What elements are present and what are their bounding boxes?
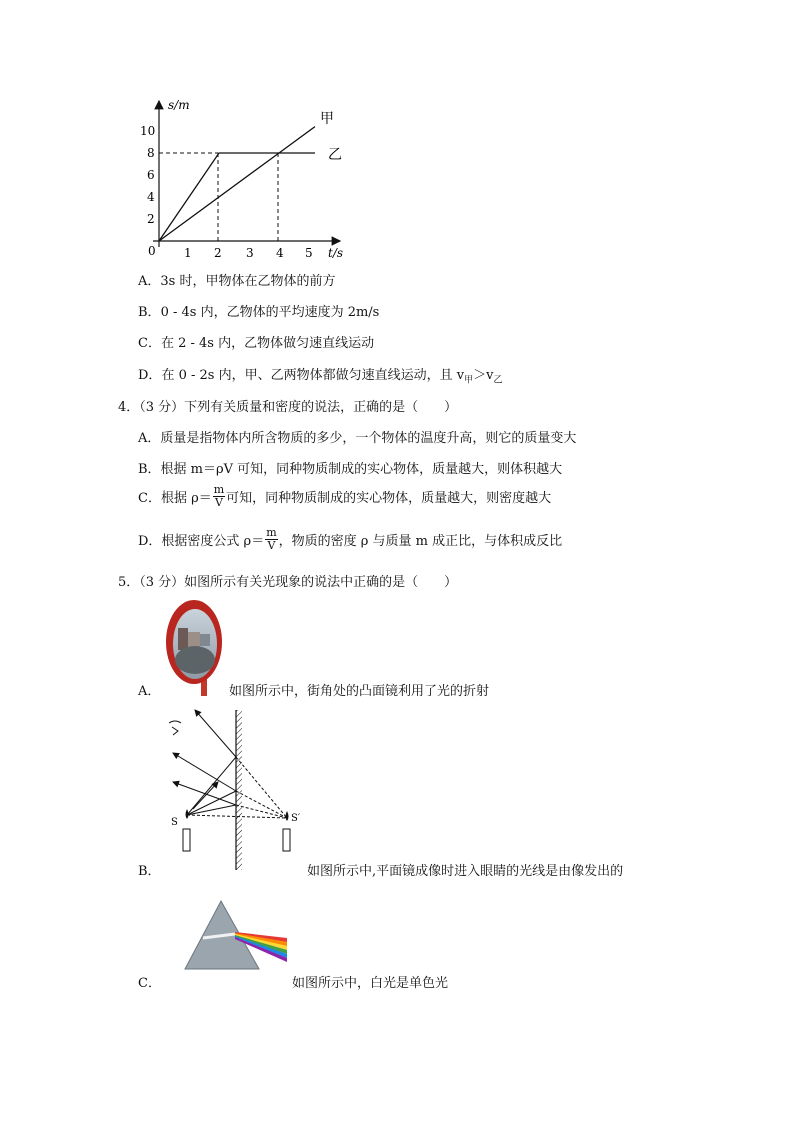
q4-option-d-fraction (265, 527, 277, 552)
q4-option-d-post: ，物质的密度 ρ 与质量 m 成正比，与体积成反比 (278, 534, 563, 549)
prism-dispersion-image (183, 898, 289, 972)
q3-option-c-letter: C． (138, 336, 161, 351)
eye-icon (169, 721, 181, 735)
q4-option-b[interactable]: B．根据 m＝ρV 可知，同种物质制成的实心物体，质量越大，则体积越大 (138, 462, 563, 477)
q3-option-a-letter: A． (138, 274, 161, 289)
series-label-yi: 乙 (328, 147, 342, 163)
q4-option-c-fraction (213, 484, 225, 509)
fraction-denominator: V (267, 539, 276, 552)
label-s: S (171, 817, 178, 828)
q3-option-d-sub-jia: 甲 (464, 375, 474, 386)
q5-option-a-letter[interactable]: A． (138, 684, 161, 699)
q4-option-c-pre: C．根据 ρ＝ (138, 491, 212, 506)
y-ticks (140, 124, 155, 226)
x-tick-4: 4 (276, 246, 284, 260)
q4-option-d[interactable] (138, 527, 562, 552)
y-tick-10: 10 (140, 124, 156, 138)
series-line-jia (159, 127, 315, 241)
q3-option-b[interactable] (138, 301, 379, 320)
plane-mirror (236, 710, 242, 870)
q3-option-c-text: 在 2 - 4s 内，乙物体做匀速直线运动 (160, 336, 375, 351)
fraction-numerator: m (266, 526, 277, 539)
x-tick-3: 3 (246, 246, 254, 260)
q5-stem: 5．（3 分）如图所示有关光现象的说法中正确的是（ ） (118, 575, 458, 590)
q3-option-a[interactable] (138, 270, 335, 289)
x-tick-2: 2 (214, 246, 222, 260)
x-axis-label: t/s (328, 246, 344, 260)
q4-option-d-pre: D．根据密度公式 ρ＝ (138, 534, 265, 549)
y-tick-8: 8 (147, 146, 155, 160)
q4-option-c-post: 可知，同种物质制成的实心物体，质量越大，则密度越大 (226, 491, 552, 506)
q4-stem: 4．（3 分）下列有关质量和密度的说法，正确的是（ ） (118, 400, 458, 415)
q3-option-d[interactable] (138, 364, 502, 386)
series-label-jia: 甲 (320, 111, 334, 127)
q4-option-c[interactable] (138, 484, 551, 509)
q3-option-b-text: 0 - 4s 内，乙物体的平均速度为 2m/s (160, 305, 380, 320)
plane-mirror-diagram (163, 705, 303, 875)
series-line-yi (159, 153, 315, 241)
x-ticks (184, 246, 313, 260)
label-s-prime: S′ (291, 813, 301, 824)
q3-option-d-text: 在 0 - 2s 内，甲、乙两物体都做匀速直线运动，且 v (161, 368, 465, 383)
q3-option-d-letter: D． (138, 368, 162, 383)
y-tick-6: 6 (147, 168, 155, 182)
q5-option-b-text: 如图所示中,平面镜成像时进入眼睛的光线是由像发出的 (307, 864, 624, 879)
q4-option-a[interactable]: A．质量是指物体内所含物质的多少，一个物体的温度升高，则它的质量变大 (138, 431, 577, 446)
fraction-denominator: V (214, 496, 223, 509)
y-axis-label: s/m (168, 98, 190, 112)
q5-option-c-letter[interactable]: C． (138, 976, 161, 991)
x-tick-1: 1 (184, 246, 192, 260)
q3-option-c[interactable] (138, 332, 374, 351)
y-tick-2: 2 (147, 212, 155, 226)
q5-option-c-text: 如图所示中，白光是单色光 (292, 976, 449, 991)
convex-mirror-image (164, 598, 224, 696)
q5-option-b-letter[interactable]: B． (138, 864, 161, 879)
st-graph (140, 95, 360, 265)
q3-option-b-letter: B． (138, 305, 161, 320)
q3-option-d-sub-yi: 乙 (493, 375, 503, 386)
candle-s-prime (283, 811, 290, 851)
y-tick-4: 4 (147, 190, 155, 204)
origin-label: 0 (148, 244, 156, 258)
fraction-numerator: m (213, 483, 225, 496)
q3-option-d-gt: ＞v (473, 368, 494, 383)
q5-option-a-text: 如图所示中，街角处的凸面镜利用了光的折射 (229, 684, 490, 699)
q3-option-a-text: 3s 时，甲物体在乙物体的前方 (160, 274, 336, 289)
x-tick-5: 5 (305, 246, 313, 260)
